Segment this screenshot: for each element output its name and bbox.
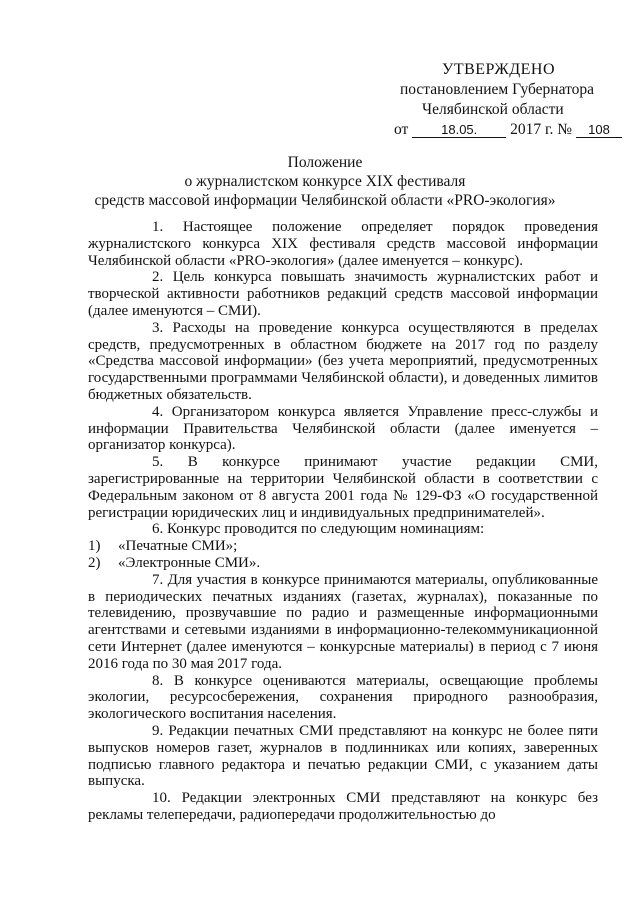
paragraph-6 xyxy=(88,521,598,538)
paragraph-number: 2. xyxy=(152,269,164,286)
paragraph-10 xyxy=(88,790,598,824)
approval-title: УТВЕРЖДЕНО xyxy=(442,61,556,78)
heading-title: Положение xyxy=(287,154,363,171)
paragraph-text: Организатором конкурса является Управление пресс-службы и информации Правительства Челябинской области (далее именуется – организатор конкурса). xyxy=(88,403,598,454)
approval-line-date xyxy=(394,120,620,140)
paragraph-number: 5. xyxy=(152,454,164,471)
paragraph-number: 3. xyxy=(152,319,164,336)
paragraph-number: 7. xyxy=(152,571,164,588)
approval-line-decree: постановлением Губернатора xyxy=(400,81,595,98)
paragraph-number: 6. xyxy=(152,521,164,538)
paragraph-text: Для участия в конкурсе принимаются материалы, опубликованные в периодических печатных изданиях (газетах, журналах), показанные по телевидению, прозвучавшие по радио и размещенные информационными агентствами и сетевыми изданиями в информационно-телекоммуникационной сети Интернет (далее именуются – конкурсные материалы) в период с 7 июня 2016 года по 30 мая 2017 года. xyxy=(88,571,599,672)
paragraph-text: Настоящее положение определяет порядок проведения журналистского конкурса XIX фестиваля средств массовой информации Челябинской области «PRO-экология» (далее именуется – конкурс). xyxy=(88,219,598,269)
nomination-text: «Печатные СМИ»; xyxy=(118,538,238,555)
paragraph-1 xyxy=(88,219,598,269)
heading-subtitle-1: о журналистском конкурсе XIX фестиваля xyxy=(184,173,466,190)
paragraph-5 xyxy=(88,454,598,521)
nomination-text: «Электронные СМИ». xyxy=(118,554,261,571)
nomination-1 xyxy=(88,538,598,555)
document-body xyxy=(88,219,598,824)
document-heading xyxy=(70,153,580,210)
approval-number: 108 xyxy=(576,123,622,138)
paragraph-text: Редакции печатных СМИ представляют на конкурс не более пяти выпусков номеров газет, журналов в подлинниках или копиях, заверенных подписью главного редактора и печатью редакции СМИ, с указанием даты выпуска. xyxy=(88,722,598,790)
approval-year-label: 2017 г. № xyxy=(510,121,573,138)
paragraph-number: 8. xyxy=(152,672,164,689)
approval-stamp xyxy=(380,60,620,140)
nomination-marker: 2) xyxy=(88,554,101,571)
paragraph-text: В конкурсе принимают участие редакции СМИ, зарегистрированные на территории Челябинской области в соответствии с Федеральным законом от 8 августа 2001 года № 129-ФЗ «О государственной регистрации юридических лиц и индивидуальных предпринимателей». xyxy=(88,454,599,521)
paragraph-9 xyxy=(88,723,598,790)
heading-subtitle-2: средств массовой информации Челябинской области «PRO-экология» xyxy=(94,192,556,209)
paragraph-text: В конкурсе оцениваются материалы, освещающие проблемы экологии, ресурсосбережения, сохранения природного разнообразия, экологического воспитания населения. xyxy=(88,672,599,723)
paragraph-2 xyxy=(88,269,598,319)
paragraph-number: 4. xyxy=(152,403,164,420)
paragraph-7 xyxy=(88,572,598,673)
paragraph-text: Цель конкурса повышать значимость журналистских работ и творческой активности работников редакций средств массовой информации (далее именуются – СМИ). xyxy=(88,269,598,319)
paragraph-8 xyxy=(88,673,598,723)
approval-date: 18.05. xyxy=(412,123,506,138)
approval-line-region: Челябинской области xyxy=(422,101,564,118)
paragraph-text: Редакции электронных СМИ представляют на конкурс без рекламы телепередачи, радиопередачи продолжительностью до xyxy=(88,790,599,823)
paragraph-number: 9. xyxy=(152,722,164,739)
paragraph-text: Расходы на проведение конкурса осуществляются в пределах средств, предусмотренных в областном бюджете на 2017 год по разделу «Средства массовой информации» (без учета мероприятий, предусмотренных государственными программами Челябинской области), и доведенных лимитов бюджетных обязательств. xyxy=(88,319,599,403)
paragraph-4 xyxy=(88,404,598,454)
paragraph-number: 1. xyxy=(152,219,164,235)
paragraph-3 xyxy=(88,320,598,404)
nomination-2 xyxy=(88,555,598,572)
paragraph-text: Конкурс проводится по следующим номинациям: xyxy=(167,521,485,538)
paragraph-number: 10. xyxy=(152,790,171,807)
approval-from-label: от xyxy=(394,121,409,138)
nomination-marker: 1) xyxy=(88,538,101,555)
